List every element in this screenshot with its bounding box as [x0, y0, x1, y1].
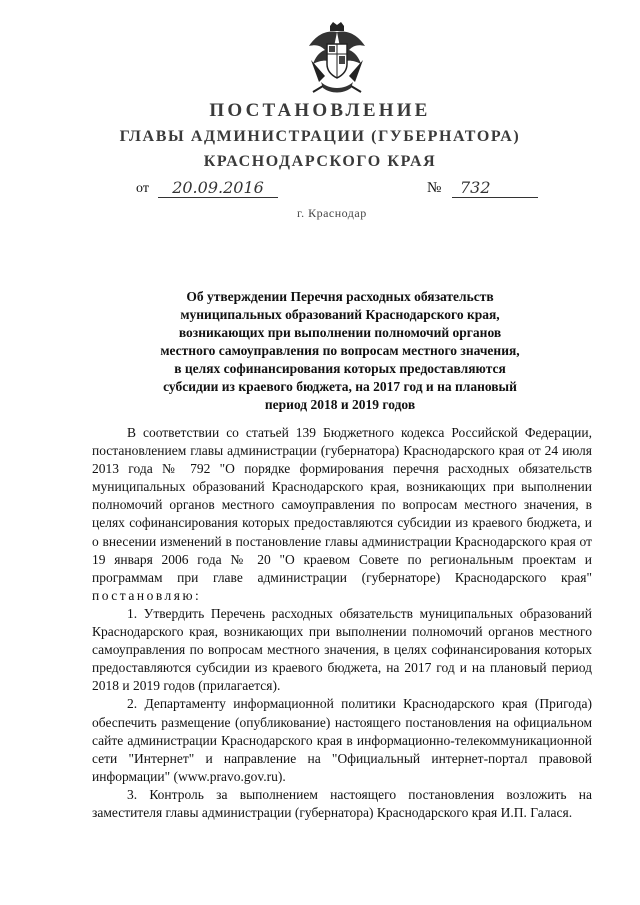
title-line: местного самоуправления по вопросам местного значения, — [160, 343, 520, 358]
date-value: 20.09.2016 — [158, 178, 278, 198]
date-label: от — [136, 181, 149, 196]
issuer-heading: ГЛАВЫ АДМИНИСТРАЦИИ (ГУБЕРНАТОРА) — [119, 128, 521, 145]
clause-2-paragraph: 2. Департаменту информационной политики Краснодарского края (Пригода) обеспечить размещение (опубликование) настоящего постановления на официальном сайте администрации Краснодарского края в информационно-телекоммуникационной сети "Интернет" и направление на "Официальный интернет-портал правовой информации" (www.pravo.gov.ru). — [92, 696, 592, 784]
preamble-paragraph — [92, 424, 592, 605]
title-line: период 2018 и 2019 годов — [264, 397, 416, 412]
title-line: Об утверждении Перечня расходных обязательств — [186, 289, 494, 304]
number-label: № — [427, 180, 442, 196]
date-number-row — [0, 178, 640, 202]
document-body — [92, 424, 592, 822]
clause-3-paragraph: 3. Контроль за выполнением настоящего постановления возложить на заместителя главы администрации (губернатора) Краснодарского края И.П. Галася. — [92, 786, 592, 820]
number-value: 732 — [452, 178, 538, 198]
clause-1-paragraph: 1. Утвердить Перечень расходных обязательств муниципальных образований Краснодарского края, возникающих при выполнении полномочий органов местного самоуправления по вопросам местного значения, в целях софинансирования которых предоставляются субсидии из краевого бюджета, на 2017 год и на плановый период 2018 и 2019 годов (прилагается). — [92, 605, 592, 694]
city-label: г. Краснодар — [297, 206, 367, 220]
title-line: муниципальных образований Краснодарского края, — [180, 307, 500, 322]
region-heading: КРАСНОДАРСКОГО КРАЯ — [203, 153, 437, 170]
coat-of-arms-emblem — [299, 20, 375, 96]
preamble-text: В соответствии со статьей 139 Бюджетного кодекса Российской Федерации, постановлением главы администрации (губернатора) Краснодарского края от 24 июля 2013 года № 792 "О порядке формирования перечня расходных обязательств муниципальных образований Краснодарского края, возникающих при выполнении полномочий органов местного самоуправления по вопросам местного значения, в целях софинансирования которых предоставляются субсидии из краевого бюджета, и о внесении изменений в постановление главы администрации Краснодарского края от 19 января 2006 года № 20 "О краевом Совете по региональным проектам и программам при главе администрации (губернаторе) Краснодарского края" — [92, 425, 592, 585]
resolution-word: постановляю: — [92, 587, 202, 603]
document-title — [120, 288, 560, 414]
title-line: возникающих при выполнении полномочий органов — [178, 325, 502, 340]
title-line: субсидии из краевого бюджета, на 2017 год и на плановый — [163, 379, 517, 394]
document-type-heading: ПОСТАНОВЛЕНИЕ — [209, 100, 431, 121]
title-line: в целях софинансирования которых предоставляются — [174, 361, 506, 376]
